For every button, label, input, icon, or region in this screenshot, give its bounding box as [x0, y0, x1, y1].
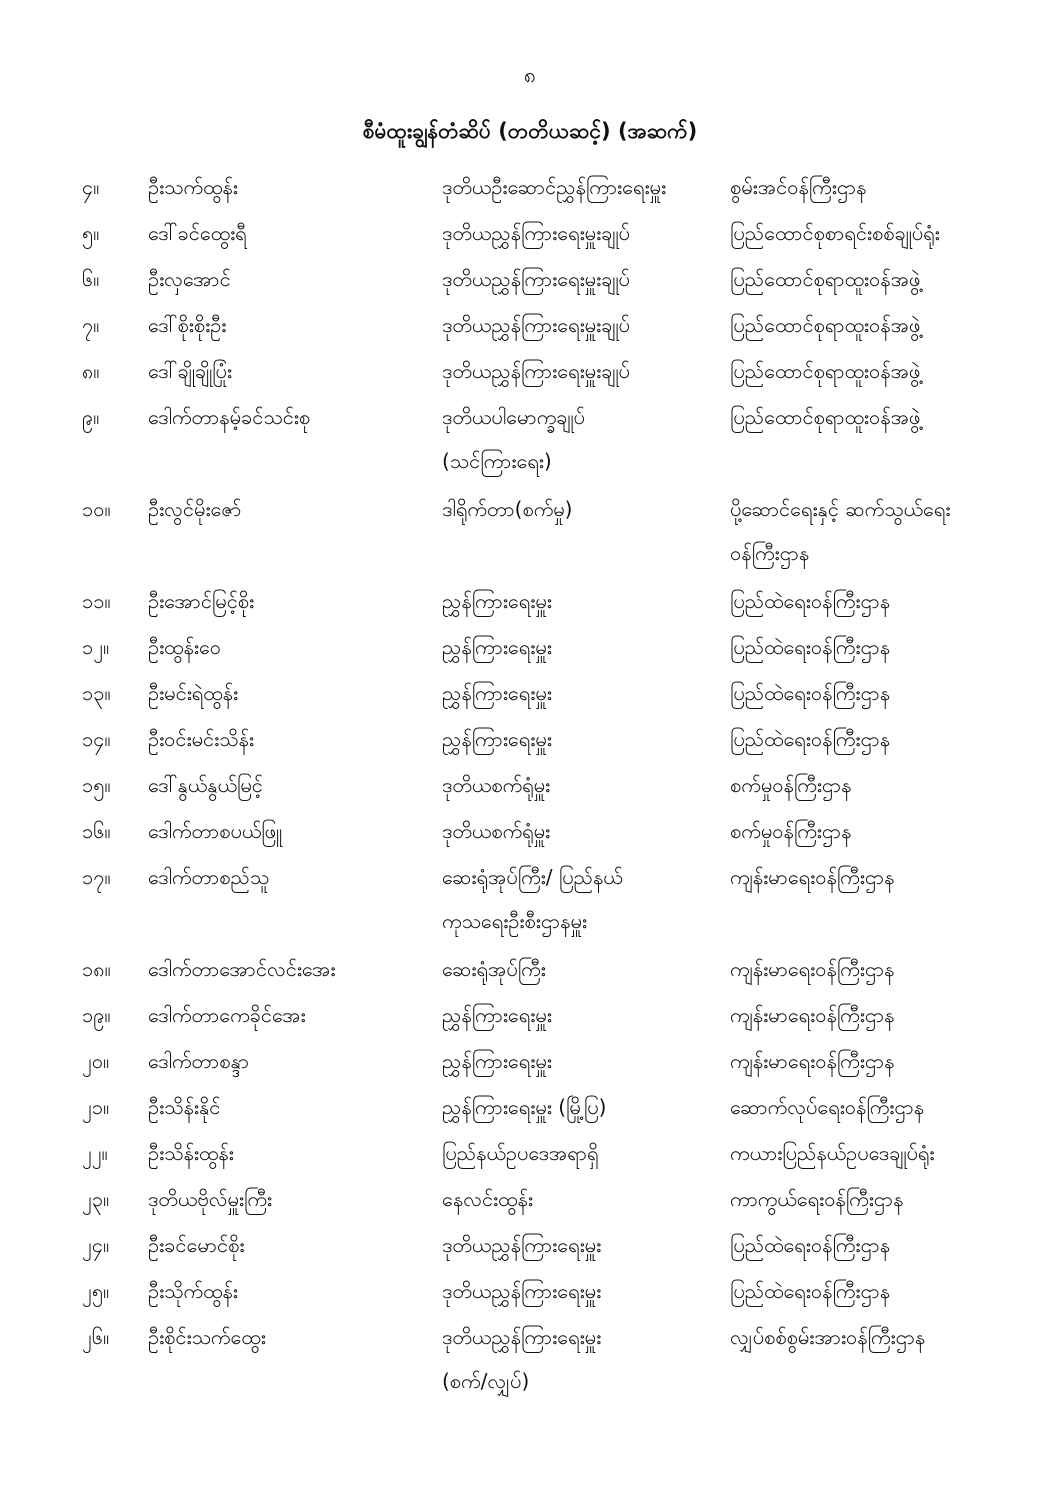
item-number: ၁၃။: [82, 681, 111, 705]
list-item: [0, 1315, 1060, 1407]
item-number: ၇။: [82, 313, 100, 337]
person-name: ဦးဝင်းမင်းသိန်း: [148, 727, 254, 751]
position-line: ညွှန်ကြားရေးမှူး: [442, 589, 552, 613]
position-line: ဒုတိယညွှန်ကြားရေးမှူးချုပ်: [442, 221, 630, 245]
position-title: [442, 1177, 727, 1221]
item-number: ၆။: [82, 267, 100, 291]
department: [730, 1131, 1030, 1175]
department-line: ပို့ဆောင်ရေးနှင့် ဆက်သွယ်ရေး: [730, 497, 951, 521]
position-title: [442, 993, 727, 1037]
position-line: ညွှန်ကြားရေးမှူး: [442, 635, 552, 659]
item-number: ၂၀။: [82, 1049, 110, 1073]
item-number: ၈။: [82, 359, 100, 383]
position-title: [442, 717, 727, 761]
person-name: ဦးသက်ထွန်း: [148, 175, 238, 199]
list-item: [0, 1039, 1060, 1085]
department: [730, 1039, 1030, 1083]
item-number: ၂၂။: [82, 1141, 108, 1165]
list-item: [0, 1223, 1060, 1269]
department-line: ပြည်ထဲရေးဝန်ကြီးဌာန: [730, 727, 891, 751]
department: [730, 165, 1030, 209]
department: [730, 1177, 1030, 1221]
position-title: [442, 671, 727, 715]
list-item: [0, 395, 1060, 487]
list-item: [0, 257, 1060, 303]
department-line: စက်မှုဝန်ကြီးဌာန: [730, 819, 852, 843]
department: [730, 1223, 1030, 1267]
person-name: ဒေါက်တာကေခိုင်အေး: [148, 1003, 306, 1027]
list-item: [0, 165, 1060, 211]
list-item: [0, 993, 1060, 1039]
item-number: ၁၁။: [82, 589, 111, 613]
position-line: ဒုတိယညွှန်ကြားရေးမှူးချုပ်: [442, 359, 630, 383]
position-line: ဒုတိယပါမောက္ခချုပ်: [442, 405, 585, 429]
department-line: ပြည်ထဲရေးဝန်ကြီးဌာန: [730, 681, 891, 705]
item-number: ၉။: [82, 405, 100, 429]
position-line: ညွှန်ကြားရေးမှူး: [442, 681, 552, 705]
person-name: ဦးထွန်းဝေ: [148, 635, 222, 659]
department: [730, 211, 1030, 255]
person-name: ဒေါ်ခင်ထွေးရီ: [148, 221, 247, 245]
position-title: [442, 1039, 727, 1083]
item-number: ၅။: [82, 221, 100, 245]
item-number: ၁၈။: [82, 957, 111, 981]
list-item: [0, 487, 1060, 579]
item-number: ၁၀။: [82, 497, 111, 521]
list-item: [0, 763, 1060, 809]
department: [730, 395, 1030, 439]
position-title: [442, 1315, 727, 1403]
position-line: ညွှန်ကြားရေးမှူး: [442, 1003, 552, 1027]
person-name: ဦးစိုင်းသက်ထွေး: [148, 1325, 266, 1349]
position-title: [442, 809, 727, 853]
item-number: ၂၃။: [82, 1187, 110, 1211]
list-item: [0, 1131, 1060, 1177]
person-name: ဒေါ်နွယ်နွယ်မြင့်: [148, 773, 263, 797]
item-number: ၁၉။: [82, 1003, 111, 1027]
department-line: ပြည်ထဲရေးဝန်ကြီးဌာန: [730, 589, 891, 613]
position-line: ပြည်နယ်ဥပဒေအရာရှိ: [442, 1141, 599, 1165]
department-line: စက်မှုဝန်ကြီးဌာန: [730, 773, 852, 797]
department-line: ပြည်ထောင်စုရာထူးဝန်အဖွဲ့: [730, 267, 921, 291]
department-line: ကယားပြည်နယ်ဥပဒေချုပ်ရုံး: [730, 1141, 935, 1165]
department: [730, 763, 1030, 807]
person-name: ဦးမင်းရဲထွန်း: [148, 681, 239, 705]
department-line: ကျန်းမာရေးဝန်ကြီးဌာန: [730, 865, 895, 889]
item-number: ၂၅။: [82, 1279, 110, 1303]
position-title: [442, 303, 727, 347]
item-number: ၁၂။: [82, 635, 110, 659]
position-title: [442, 349, 727, 393]
position-title: [442, 763, 727, 807]
department: [730, 671, 1030, 715]
position-line: ဒုတိယစက်ရုံမှူး: [442, 773, 551, 797]
page-number: ၈: [524, 63, 536, 87]
department-line: ပြည်ထောင်စုရာထူးဝန်အဖွဲ့: [730, 359, 921, 383]
department-line: စွမ်းအင်ဝန်ကြီးဌာန: [730, 175, 867, 199]
person-name: ဒေါက်တာနမ့်ခင်သင်းစု: [148, 405, 311, 429]
list-item: [0, 579, 1060, 625]
position-line: (သင်ကြားရေး): [442, 449, 552, 473]
person-name: ဒေါ်စိုးစိုးဦး: [148, 313, 227, 337]
department-line: ကျန်းမာရေးဝန်ကြီးဌာန: [730, 1003, 895, 1027]
department: [730, 349, 1030, 393]
position-title: [442, 165, 727, 209]
department: [730, 579, 1030, 623]
list-item: [0, 211, 1060, 257]
person-name: ဦးလွင်မိုးဇော်: [148, 497, 242, 521]
department-line: ကျန်းမာရေးဝန်ကြီးဌာန: [730, 957, 895, 981]
department-line: ဝန်ကြီးဌာန: [730, 541, 810, 565]
position-line: ဒုတိယညွှန်ကြားရေးမှူး: [442, 1325, 602, 1349]
person-name: ဒေါက်တာစပယ်ဖြူ: [148, 819, 282, 843]
position-title: [442, 257, 727, 301]
person-name: ဦးသိန်းနိုင်: [148, 1095, 221, 1119]
list-item: [0, 349, 1060, 395]
department-line: ပြည်ထဲရေးဝန်ကြီးဌာန: [730, 1233, 891, 1257]
position-line: ညွှန်ကြားရေးမှူး: [442, 727, 552, 751]
position-line: ဒုတိယညွှန်ကြားရေးမှူး: [442, 1279, 602, 1303]
list-item: [0, 717, 1060, 763]
person-name: ဒုတိယဗိုလ်မှူးကြီး: [148, 1187, 273, 1211]
award-list: [0, 165, 1060, 1407]
department-line: ဆောက်လုပ်ရေးဝန်ကြီးဌာန: [730, 1095, 925, 1119]
position-title: [442, 947, 727, 991]
department: [730, 809, 1030, 853]
person-name: ဒေါက်တာစည်သူ: [148, 865, 270, 889]
position-line: ဒုတိယညွှန်ကြားရေးမှူးချုပ်: [442, 313, 630, 337]
position-title: [442, 579, 727, 623]
list-item: [0, 1269, 1060, 1315]
item-number: ၁၄။: [82, 727, 111, 751]
position-line: ညွှန်ကြားရေးမှူး (မြို့ပြ): [442, 1095, 607, 1119]
person-name: ဦးခင်မောင်စိုး: [148, 1233, 245, 1257]
department: [730, 487, 1030, 575]
department: [730, 625, 1030, 669]
position-title: [442, 625, 727, 669]
department: [730, 303, 1030, 347]
page-title: စီမံထူးချွန်တံဆိပ် (တတိယဆင့်) (အဆက်): [362, 119, 698, 143]
position-title: [442, 395, 727, 483]
department-line: ပြည်ထောင်စုစာရင်းစစ်ချုပ်ရုံး: [730, 221, 940, 245]
department-line: ပြည်ထောင်စုရာထူးဝန်အဖွဲ့: [730, 313, 921, 337]
list-item: [0, 1085, 1060, 1131]
department: [730, 1085, 1030, 1129]
position-line: ဆေးရုံအုပ်ကြီး/ ပြည်နယ်: [442, 865, 623, 889]
list-item: [0, 1177, 1060, 1223]
department-line: ပြည်ထောင်စုရာထူးဝန်အဖွဲ့: [730, 405, 921, 429]
position-title: [442, 487, 727, 531]
list-item: [0, 625, 1060, 671]
position-title: [442, 1223, 727, 1267]
position-line: ဒုတိယညွှန်ကြားရေးမှူး: [442, 1233, 602, 1257]
list-item: [0, 671, 1060, 717]
position-title: [442, 1269, 727, 1313]
position-line: ဒါရိုက်တာ(စက်မှု): [442, 497, 573, 521]
person-name: ဦးသိုက်ထွန်း: [148, 1279, 238, 1303]
position-title: [442, 1131, 727, 1175]
department: [730, 855, 1030, 899]
item-number: ၁၅။: [82, 773, 111, 797]
position-title: [442, 855, 727, 943]
list-item: [0, 855, 1060, 947]
item-number: ၂၄။: [82, 1233, 110, 1257]
department: [730, 993, 1030, 1037]
position-line: ဒုတိယဦးဆောင်ညွှန်ကြားရေးမှူး: [442, 175, 667, 199]
item-number: ၁၇။: [82, 865, 111, 889]
item-number: ၁၆။: [82, 819, 111, 843]
department-line: လျှပ်စစ်စွမ်းအားဝန်ကြီးဌာန: [730, 1325, 926, 1349]
person-name: ဦးလှအောင်: [148, 267, 231, 291]
person-name: ဦးသိန်းထွန်း: [148, 1141, 234, 1165]
list-item: [0, 809, 1060, 855]
item-number: ၂၆။: [82, 1325, 110, 1349]
department: [730, 1269, 1030, 1313]
position-title: [442, 1085, 727, 1129]
person-name: ဒေါက်တာစန္ဒာ: [148, 1049, 250, 1073]
person-name: ဒေါ်ချိုချိုပြုံး: [148, 359, 232, 383]
person-name: ဦးအောင်မြင့်စိုး: [148, 589, 255, 613]
department: [730, 947, 1030, 991]
position-line: ဆေးရုံအုပ်ကြီး: [442, 957, 546, 981]
list-item: [0, 947, 1060, 993]
department: [730, 257, 1030, 301]
list-item: [0, 303, 1060, 349]
position-line: (စက်/လျှပ်): [442, 1369, 530, 1393]
position-title: [442, 211, 727, 255]
position-line: ကုသရေးဦးစီးဌာနမှူး: [442, 909, 587, 933]
position-line: ဒုတိယစက်ရုံမှူး: [442, 819, 551, 843]
position-line: ညွှန်ကြားရေးမှူး: [442, 1049, 552, 1073]
position-line: နေလင်းထွန်း: [442, 1187, 533, 1211]
department-line: ပြည်ထဲရေးဝန်ကြီးဌာန: [730, 1279, 891, 1303]
person-name: ဒေါက်တာအောင်လင်းအေး: [148, 957, 336, 981]
department: [730, 1315, 1030, 1359]
item-number: ၄။: [82, 175, 100, 199]
department-line: ကျန်းမာရေးဝန်ကြီးဌာန: [730, 1049, 895, 1073]
department: [730, 717, 1030, 761]
position-line: ဒုတိယညွှန်ကြားရေးမှူးချုပ်: [442, 267, 630, 291]
department-line: ကာကွယ်ရေးဝန်ကြီးဌာန: [730, 1187, 904, 1211]
department-line: ပြည်ထဲရေးဝန်ကြီးဌာန: [730, 635, 891, 659]
item-number: ၂၁။: [82, 1095, 110, 1119]
